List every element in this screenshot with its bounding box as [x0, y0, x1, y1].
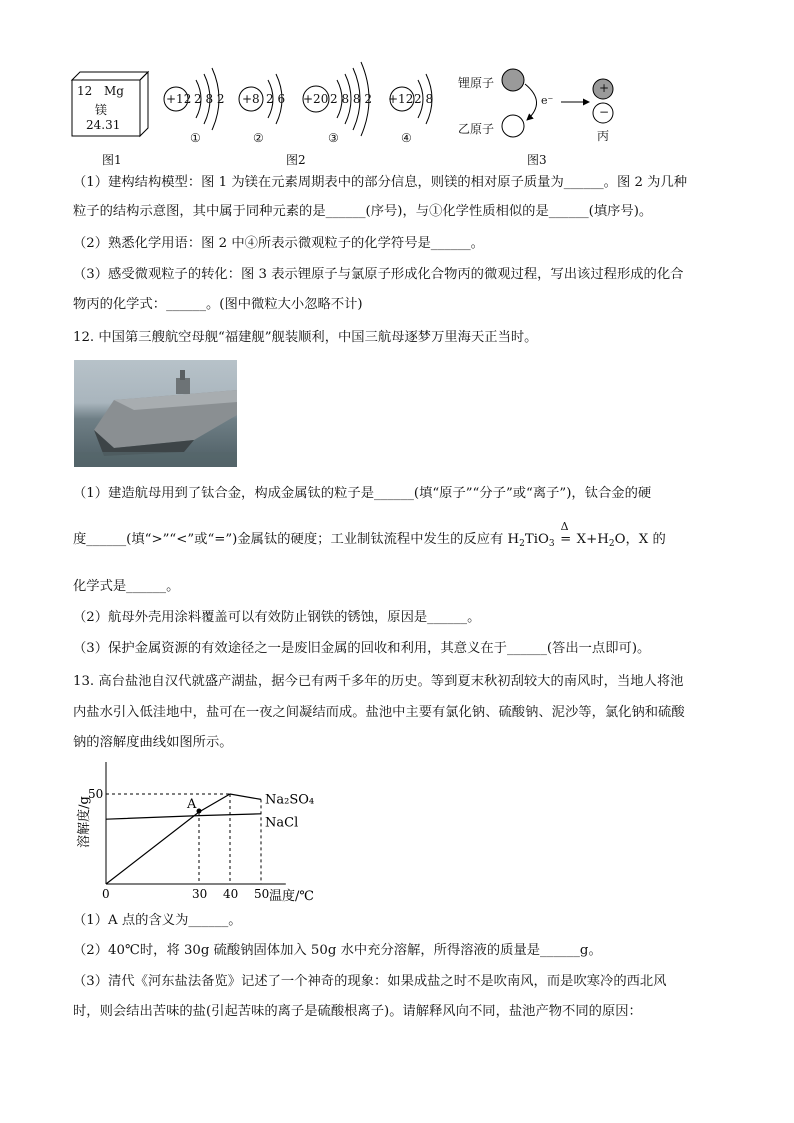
particle-4-label: ④	[401, 131, 412, 145]
particle-3-nucleus: +20	[303, 92, 329, 106]
reaction-arrow: Δ =	[560, 520, 572, 547]
x-axis-label: 温度/℃	[269, 889, 314, 904]
q12-part2: （2）航母外壳用涂料覆盖可以有效防止钢铁的锈蚀，原因是______。	[73, 610, 481, 625]
figure-1-caption: 图1	[102, 153, 122, 167]
atomic-mass: 24.31	[86, 118, 121, 132]
electron-symbol: e⁻	[541, 94, 554, 107]
particle-1-shells: 2 8 2	[194, 92, 225, 106]
q12-part3: （3）保护金属资源的有效途径之一是废旧金属的回收和利用，其意义在于______(答出一点即可)。	[73, 641, 651, 656]
particle-3-shells: 2 8 8 2	[330, 92, 372, 106]
particle-2-label: ②	[253, 131, 264, 145]
particle-4-shells: 2 8	[414, 92, 434, 106]
q12-text-mid: TiO	[524, 532, 549, 547]
q12-part1-line2: 度______(填“>”“<”或“=”)金属钛的硬度；工业制钛流程中发生的反应有 $H_2TiO_3$ Δ = $X+H_2O$，X 的	[73, 520, 666, 549]
particle-1-label: ①	[190, 131, 201, 145]
series-label-na2so4: Na₂SO₄	[265, 792, 315, 808]
cation-sign: +	[599, 81, 610, 95]
q12-part1-line3: 化学式是______。	[73, 579, 180, 594]
q12-part1-line1: （1）建造航母用到了钛合金，构成金属钛的粒子是______(填“原子”“分子”或“离子”)，钛合金的硬	[73, 486, 652, 501]
element-name: 镁	[95, 103, 108, 117]
q13-part2: （2）40℃时，将 30g 硫酸钠固体加入 50g 水中充分溶解，所得溶液的质量是______g。	[73, 943, 602, 958]
x-tick-50: 50	[254, 887, 270, 901]
compound-c-label: 丙	[597, 129, 610, 143]
x-tick-40: 40	[223, 887, 239, 901]
particle-2-shells: 2 6	[266, 92, 286, 106]
figure-2-caption: 图2	[286, 153, 306, 167]
anion-sign: −	[599, 105, 610, 119]
electron-transfer-diagram	[495, 62, 630, 152]
particle-2-nucleus: +8	[242, 92, 260, 106]
q13-stem-line2: 内盐水引入低洼地中，盐可在一夜之间凝结而成。盐池中主要有氯化钠、硫酸钠、泥沙等，氯化钠和硫酸	[73, 705, 685, 720]
figure-3-caption: 图3	[527, 153, 547, 167]
q12-sub-2: 2	[519, 539, 525, 549]
x-tick-30: 30	[192, 887, 208, 901]
particle-4-nucleus: +12	[388, 92, 414, 106]
point-a-label: A	[187, 797, 197, 812]
q11-part2: （2）熟悉化学用语：图 2 中④所表示微观粒子的化学符号是______。	[73, 236, 484, 251]
particle-1-nucleus: +12	[166, 92, 192, 106]
atom-y-label: 乙原子	[458, 122, 495, 136]
y-tick-50: 50	[88, 787, 104, 801]
q12-text-post: X+H	[576, 532, 609, 547]
series-line-na2so4	[106, 794, 261, 884]
q11-part3-line2: 物丙的化学式：______。(图中微粒大小忽略不计)	[73, 297, 363, 312]
series-label-nacl: NaCl	[265, 815, 299, 831]
q12-sub-3: 3	[548, 539, 555, 549]
particle-3-label: ③	[328, 131, 339, 145]
chart-svg	[70, 758, 315, 904]
q13-part1: （1）A 点的含义为______。	[73, 913, 242, 928]
carrier-illustration	[74, 360, 237, 467]
q13-stem-line1: 13. 高台盐池自汉代就盛产湖盐，据今已有两千多年的历史。等到夏末秋初刮较大的南风时，当地人将池	[73, 674, 684, 689]
y-axis-label: 溶解度/g	[77, 796, 92, 848]
q12-text-pre: 度______(填“>”“<”或“=”)金属钛的硬度；工业制钛流程中发生的反应有 H	[73, 532, 520, 547]
q11-part1-line1: （1）建构结构模型：图 1 为镁在元素周期表中的部分信息，则镁的相对原子质量为______。图 2 为几种	[73, 175, 688, 190]
element-symbol: Mg	[104, 84, 124, 98]
q11-part3-line1: （3）感受微观粒子的转化：图 3 表示锂原子与氯原子形成化合物丙的微观过程，写出该过程形成的化合	[73, 267, 684, 282]
q13-part3-line2: 时，则会结出苦味的盐(引起苦味的离子是硫酸根离子)。请解释风向不同，盐池产物不同的原因：	[73, 1004, 642, 1019]
aircraft-carrier-photo	[74, 360, 237, 467]
lithium-atom-label: 锂原子	[458, 76, 495, 90]
q13-part3-line1: （3）清代《河东盐法备览》记述了一个神奇的现象：如果成盐之时不是吹南风，而是吹寒冷的西北风	[73, 974, 667, 989]
series-line-nacl	[106, 814, 261, 819]
q12-text-post2: O，X 的	[614, 532, 666, 547]
q13-stem-line3: 钠的溶解度曲线如图所示。	[73, 735, 233, 750]
atomic-number: 12	[77, 84, 93, 98]
point-a	[197, 809, 202, 814]
heat-symbol: Δ	[560, 520, 569, 533]
x-tick-0: 0	[102, 887, 110, 901]
q11-part1-line2: 粒子的结构示意图，其中属于同种元素的是______(序号)，与①化学性质相似的是______(填序号)。	[73, 204, 653, 219]
q12-stem: 12. 中国第三艘航空母舰“福建舰”舰装顺利，中国三航母逐梦万里海天正当时。	[73, 330, 538, 345]
